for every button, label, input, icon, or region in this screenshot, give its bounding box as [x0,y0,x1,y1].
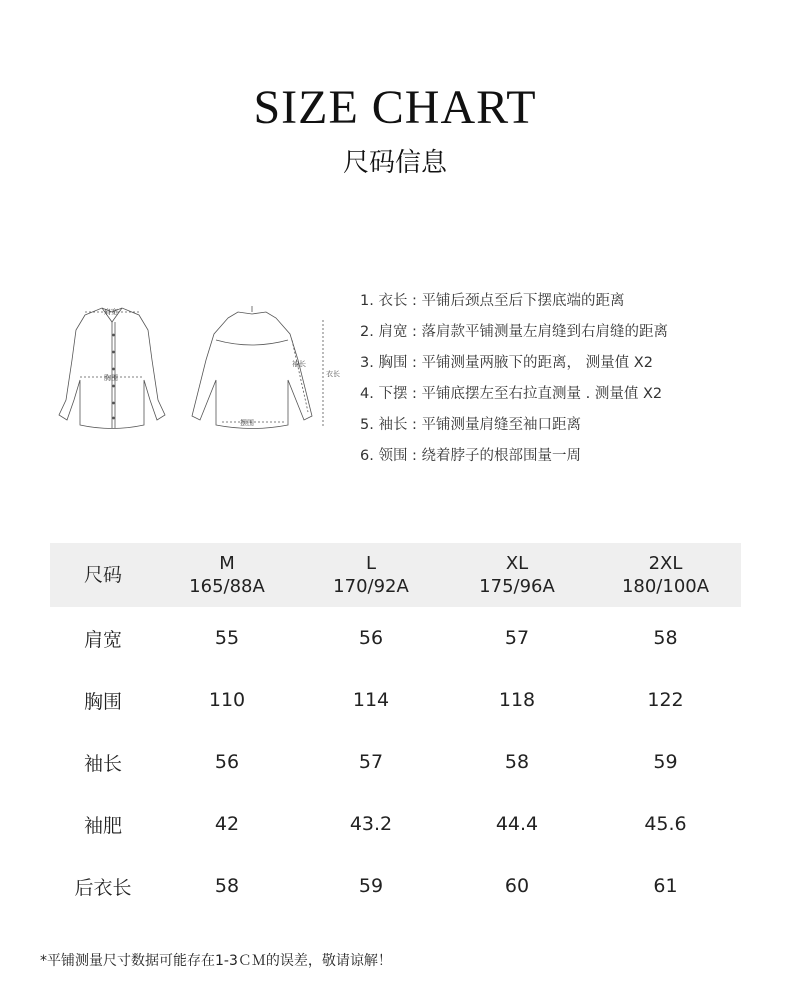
size-spec: 165/88A [189,576,265,597]
size-name: XL [505,553,529,574]
table-cell: 45.6 [644,813,687,835]
table-row [50,793,741,855]
table-cell: 56 [214,751,240,773]
sleeve-label: 袖长 [292,360,306,368]
table-row [50,607,741,669]
table-cell: 58 [504,751,530,773]
hem-label: 摆围 [240,419,254,427]
table-cell: 59 [358,875,384,897]
size-column-header [590,543,741,607]
table-cell: 59 [653,751,678,773]
table-row [50,855,741,917]
table-cell: 110 [208,689,246,711]
note-item: 4. 下摆 : 平铺底摆左至右拉直测量 . 测量值 X2 [360,386,663,402]
row-label: 袖长 [83,752,122,775]
row-label: 袖肥 [83,814,122,837]
size-table [50,543,741,917]
note-item: 2. 肩宽 : 落肩款平铺测量左肩缝到右肩缝的距离 [360,324,669,340]
shirt-front-drawing [59,308,165,429]
page-subtitle: 尺码信息 [342,148,447,178]
table-row [50,731,741,793]
table-cell: 55 [214,627,240,649]
table-cell: 44.4 [495,813,539,835]
shirt-measurement-illustration [40,300,340,440]
table-cell: 57 [504,627,530,649]
size-header-row [50,543,741,607]
table-cell: 58 [214,875,240,897]
table-cell: 58 [653,627,678,649]
table-cell: 43.2 [349,813,393,835]
note-item: 3. 胸围 : 平铺测量两腋下的距离， 测量值 X2 [360,355,653,371]
table-cell: 118 [498,689,536,711]
measurement-notes [360,290,668,476]
size-name: 2XL [648,553,683,574]
size-name: L [365,553,377,574]
size-spec: 180/100A [621,576,710,597]
length-label: 衣长 [326,370,340,378]
table-cell: 57 [358,751,384,773]
size-column-header [156,543,298,607]
table-row [50,669,741,731]
table-cell: 42 [214,813,240,835]
size-name: M [219,553,235,574]
note-item: 5. 袖长 : 平铺测量肩缝至袖口距离 [360,417,582,433]
size-spec: 170/92A [333,576,409,597]
corner-label: 尺码 [83,563,122,586]
size-column-header [298,543,444,607]
row-label: 后衣长 [74,876,132,899]
size-spec: 175/96A [479,576,555,597]
table-cell: 122 [647,689,684,711]
table-cell: 56 [358,627,384,649]
row-label: 胸围 [83,690,122,713]
table-cell: 114 [352,689,390,711]
note-item: 1. 衣长 : 平铺后颈点至后下摆底端的距离 [360,293,625,309]
row-label: 肩宽 [83,628,122,651]
page-title: SIZE CHART [253,81,537,134]
size-column-header [444,543,590,607]
footnote: *平铺测量尺寸数据可能存在1-3ＣＭ的误差，敬请谅解！ [40,953,392,969]
chest-label: 胸围 [104,374,118,382]
shoulder-label: 肩宽 [104,308,118,316]
table-cell: 60 [504,875,530,897]
note-item: 6. 领围 : 绕着脖子的根部围量一周 [360,448,582,464]
table-cell: 61 [653,875,678,897]
